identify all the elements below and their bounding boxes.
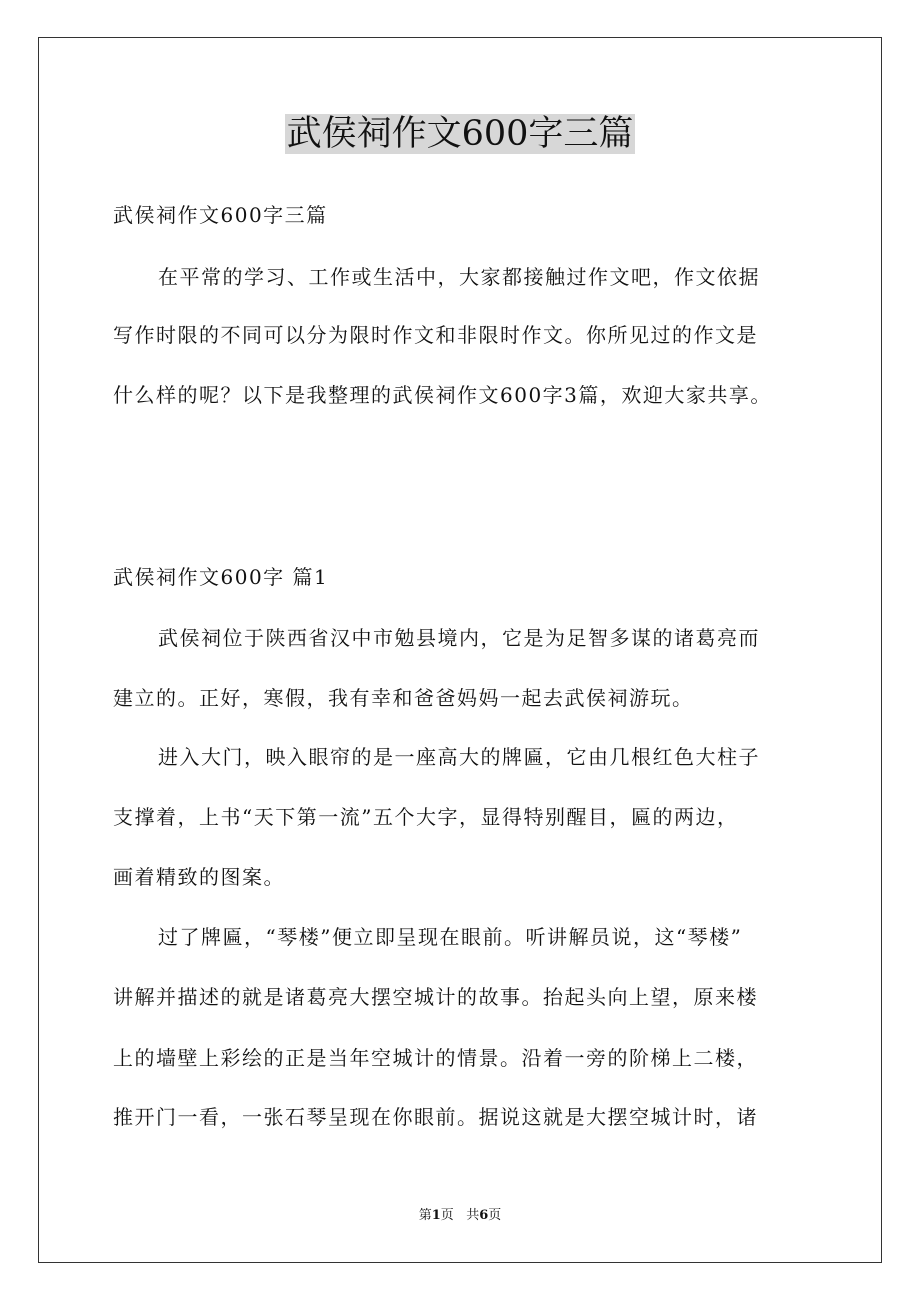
document-title-text: 武侯祠作文600字三篇 [286, 114, 634, 154]
paragraph-line: 写作时限的不同可以分为限时作文和非限时作文。你所见过的作文是 [113, 323, 758, 347]
section-heading: 武侯祠作文600字 篇1 [113, 565, 329, 589]
paragraph-line: 支撑着，上书“天下第一流”五个大字，显得特别醒目，匾的两边， [113, 805, 739, 829]
paragraph-line: 过了牌匾，“琴楼”便立即呈现在眼前。听讲解员说，这“琴楼” [158, 925, 743, 949]
document-title [0, 110, 920, 158]
page-footer [0, 1206, 920, 1226]
total-page-number: 6 [479, 1208, 489, 1223]
footer-suffix: 页 [488, 1208, 502, 1223]
subtitle-line: 武侯祠作文600字三篇 [113, 203, 328, 227]
footer-prefix: 第 [418, 1208, 432, 1223]
paragraph-line: 建立的。正好，寒假，我有幸和爸爸妈妈一起去武侯祠游玩。 [113, 686, 694, 710]
paragraph-line: 什么样的呢？以下是我整理的武侯祠作文600字3篇，欢迎大家共享。 [113, 383, 772, 407]
paragraph-line: 在平常的学习、工作或生活中，大家都接触过作文吧，作文依据 [158, 265, 760, 289]
footer-mid: 页 共 [440, 1208, 480, 1223]
paragraph-line: 推开门一看，一张石琴呈现在你眼前。据说这就是大摆空城计时，诸 [113, 1105, 758, 1129]
paragraph-line: 武侯祠位于陕西省汉中市勉县境内，它是为足智多谋的诸葛亮而 [158, 626, 760, 650]
paragraph-line: 画着精致的图案。 [113, 865, 285, 889]
paragraph-line: 进入大门，映入眼帘的是一座高大的牌匾，它由几根红色大柱子 [158, 745, 760, 769]
paragraph-line: 讲解并描述的就是诸葛亮大摆空城计的故事。抬起头向上望，原来楼 [113, 985, 758, 1009]
paragraph-line: 上的墙壁上彩绘的正是当年空城计的情景。沿着一旁的阶梯上二楼， [113, 1046, 758, 1070]
current-page-number: 1 [431, 1208, 441, 1223]
